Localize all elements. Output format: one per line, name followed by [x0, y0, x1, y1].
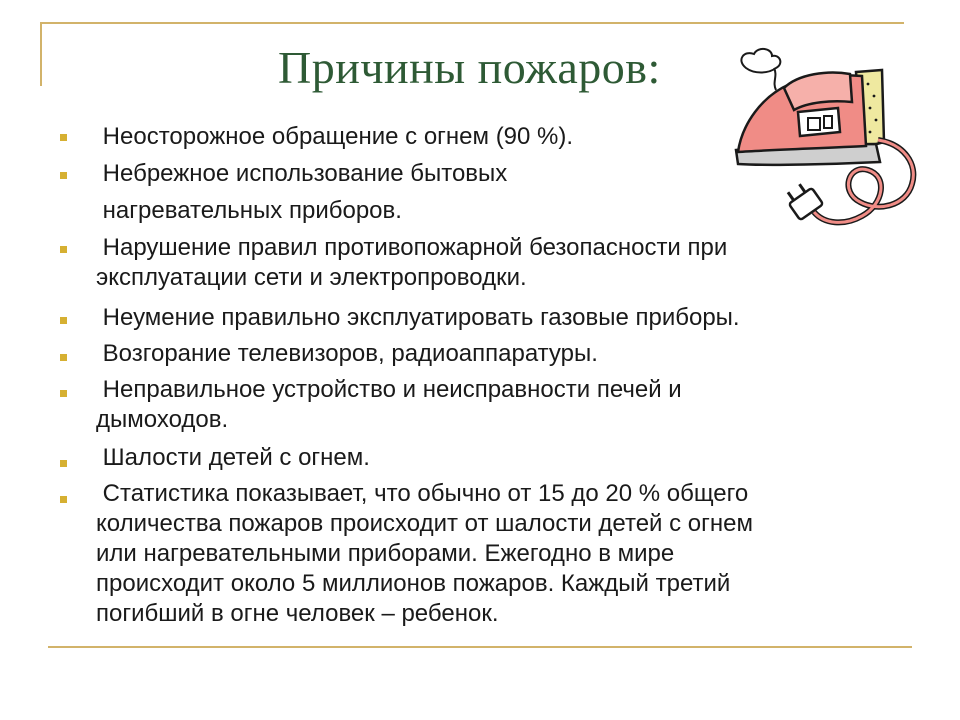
- bullet-marker: [60, 390, 67, 397]
- list-item-text: Неумение правильно эксплуатировать газовые приборы.: [96, 304, 740, 331]
- list-item-text: Неправильное устройство и неисправности печей и: [96, 376, 682, 403]
- list-item-text: нагревательных приборов.: [96, 197, 402, 224]
- bullet-marker: [60, 354, 67, 361]
- list-item-text: Шалости детей с огнем.: [96, 444, 370, 471]
- list-item-text: Неосторожное обращение с огнем (90 %).: [96, 123, 574, 150]
- frame-top-rule: [40, 22, 904, 24]
- list-item-text: дымоходов.: [96, 406, 229, 433]
- slide-title: Причины пожаров:: [278, 42, 661, 93]
- list-item-text: происходит около 5 миллионов пожаров. Каждый третий: [96, 570, 731, 597]
- list-item-text: или нагревательными приборами. Ежегодно в мире: [96, 540, 675, 567]
- iron-icon: [728, 44, 924, 240]
- list-item-text: Возгорание телевизоров, радиоаппаратуры.: [96, 340, 598, 367]
- bullet-marker: [60, 172, 67, 179]
- bullet-marker: [60, 460, 67, 467]
- frame-left-rule: [40, 22, 42, 86]
- bullet-marker: [60, 317, 67, 324]
- bullet-marker: [60, 496, 67, 503]
- bullet-marker: [60, 134, 67, 141]
- list-item-text: эксплуатации сети и электропроводки.: [96, 264, 527, 291]
- list-item-text: погибший в огне человек – ребенок.: [96, 600, 499, 627]
- list-item-text: Статистика показывает, что обычно от 15 до 20 % общего: [96, 480, 749, 507]
- list-item-text: Небрежное использование бытовых: [96, 160, 508, 187]
- list-item-text: количества пожаров происходит от шалости детей с огнем: [96, 510, 753, 537]
- frame-bottom-rule: [48, 646, 912, 648]
- bullet-marker: [60, 246, 67, 253]
- list-item-text: Нарушение правил противопожарной безопасности при: [96, 234, 728, 261]
